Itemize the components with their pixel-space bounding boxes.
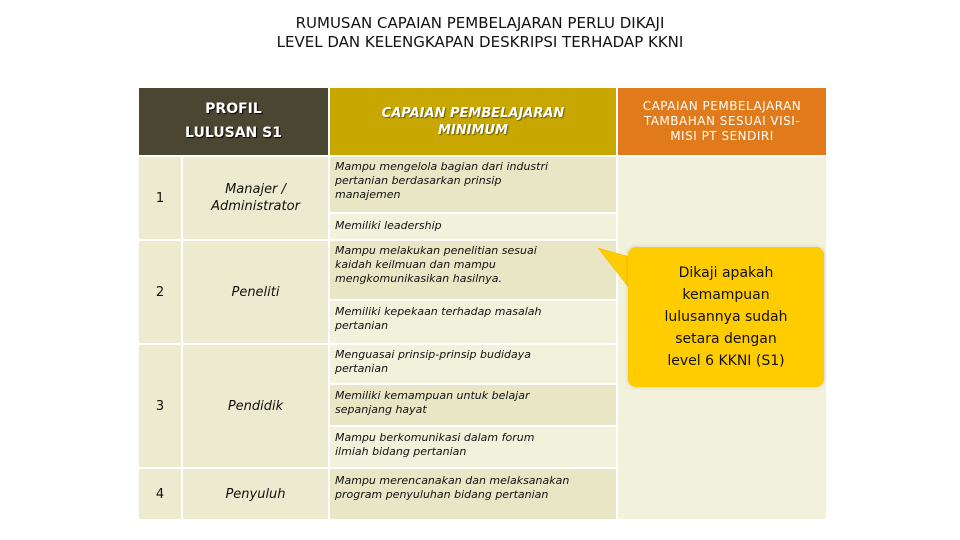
outcome-4-1-line-1: Mampu merencanakan dan melaksanakan [335,474,570,487]
outcome-2-1-line-1: Mampu melakukan penelitian sesuai [335,244,537,257]
header-extra-line-3: MISI PT SENDIRI [670,129,774,143]
profile-1-line-1: Manajer / [225,182,286,197]
title-line-1: RUMUSAN CAPAIAN PEMBELAJARAN PERLU DIKAJI [295,14,665,32]
outcome-1-2-line-1: Memiliki leadership [335,219,442,232]
outcome-3-3-line-2: ilmiah bidang pertanian [335,445,467,458]
callout-line-5: level 6 KKNI (S1) [667,353,785,369]
row-number-1: 1 [139,157,181,239]
outcome-3-2-line-2: sepanjang hayat [335,403,427,416]
outcome-2-1-line-3: mengkomunikasikan hasilnya. [335,272,503,285]
outcome-3-3-line-1: Mampu berkomunikasi dalam forum [335,431,535,444]
callout-line-3: lulusannya sudah [664,309,788,325]
profile-3-line-1: Pendidik [227,398,284,414]
header-profile-line-1: PROFIL [205,101,262,117]
outcome-2-2-line-1: Memiliki kepekaan terhadap masalah [335,305,542,318]
callout-line-4: setara dengan [675,331,777,347]
title-line-2: LEVEL DAN KELENGKAPAN DESKRIPSI TERHADAP KKNI [276,33,684,51]
outcome-3-1-line-1: Menguasai prinsip-prinsip budidaya [335,348,531,361]
header-extra-line-1: CAPAIAN PEMBELAJARAN [642,99,802,113]
outcome-3-2-line-1: Memiliki kemampuan untuk belajar [335,389,530,402]
row-number-3: 3 [139,345,181,467]
outcome-2-2-line-2: pertanian [335,319,389,332]
callout-line-2: kemampuan [682,287,770,303]
profile-4-line-1: Penyuluh [225,486,286,502]
header-minimum-line-2: MINIMUM [438,122,508,138]
outcome-2-1-line-2: kaidah keilmuan dan mampu [335,258,496,271]
outcome-1-1-line-1: Mampu mengelola bagian dari industri [335,160,549,173]
outcome-1-1-line-3: manajemen [335,188,401,201]
outcome-1-1-line-2: pertanian berdasarkan prinsip [335,174,502,187]
row-number-4: 4 [139,469,181,519]
row-number-2: 2 [139,241,181,343]
outcome-4-1-line-2: program penyuluhan bidang pertanian [335,488,549,501]
header-extra-line-2: TAMBAHAN SESUAI VISI- [643,114,801,128]
callout-line-1: Dikaji apakah [678,265,774,281]
profile-2-line-1: Peneliti [231,284,280,300]
header-profile-line-2: LULUSAN S1 [185,125,282,141]
outcome-3-1-line-2: pertanian [335,362,389,375]
profile-1-line-2: Administrator [211,199,300,214]
review-callout [628,247,824,387]
header-minimum-line-1: CAPAIAN PEMBELAJARAN [381,105,565,121]
